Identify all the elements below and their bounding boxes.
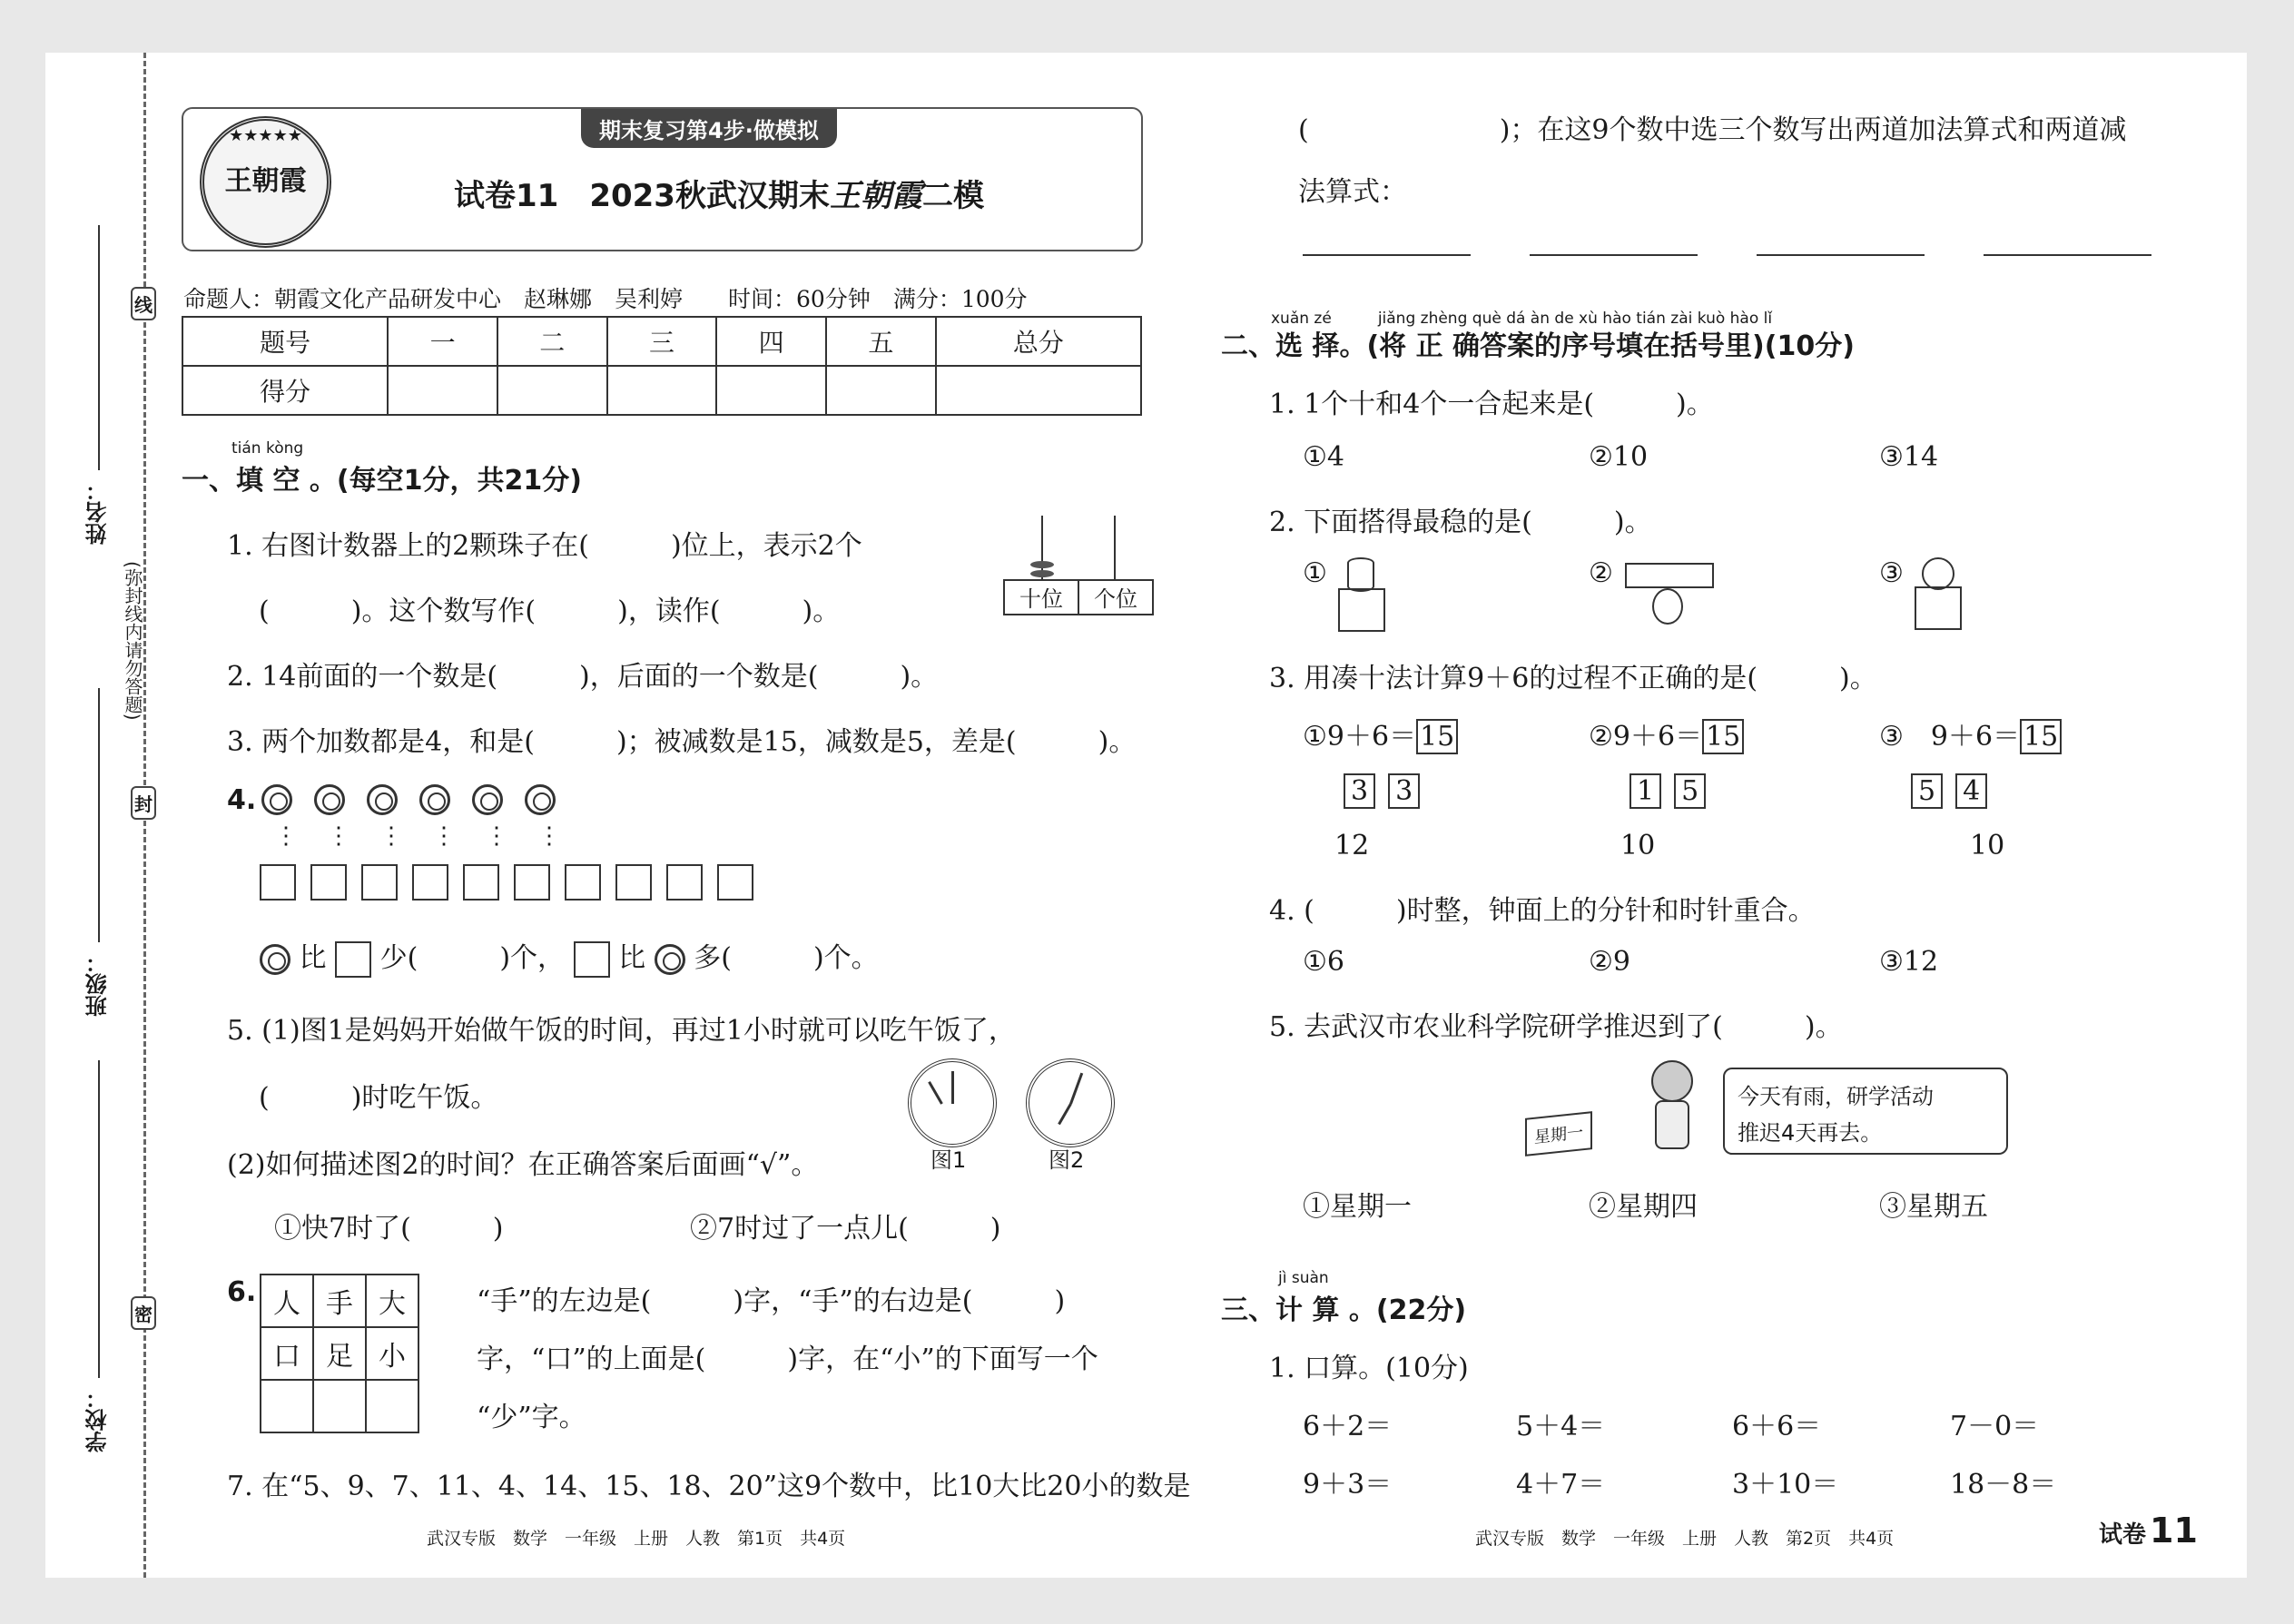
q1-line1: 1. 右图计数器上的2颗珠子在( )位上，表示2个 (227, 530, 862, 562)
q4-text-b: 少( )个， (379, 942, 566, 974)
double-circle-icon (367, 784, 398, 815)
r4-question: 4. ( )时整，钟面上的分针和时针重合。 (1269, 895, 1816, 927)
r3-split1 (1344, 775, 1420, 807)
cylinder-shape (1652, 588, 1683, 625)
square-box (361, 864, 398, 901)
q6-line2: 字，“口”的上面是( )字，在“小”的下面写一个 (477, 1343, 1098, 1375)
clock-1 (908, 1058, 997, 1147)
r2-opt1: ① (1303, 557, 1327, 589)
r5-opt3: ③星期五 (1879, 1191, 1988, 1223)
split-box: 3 (1388, 773, 1420, 809)
split-box: 3 (1344, 773, 1375, 809)
r3-split3 (1911, 775, 1987, 807)
grid-cell: 大 (366, 1275, 418, 1327)
r4-opt3: ③12 (1879, 946, 1939, 978)
score-table-header (182, 317, 1141, 366)
exam-page (45, 53, 2247, 1578)
dots: ⋮ (327, 822, 350, 850)
r3-opt3 (1879, 714, 2062, 753)
q1-line2: ( )。这个数写作( )，读作( )。 (259, 595, 841, 627)
q4-text-a: 比 (299, 942, 327, 974)
page-tag-label: 试卷 (2099, 1521, 2147, 1549)
score-th: 题号 (182, 317, 388, 366)
ball-shape (1922, 557, 1954, 590)
q3: 3. 两个加数都是4，和是( )；被减数是15，减数是5，差是( )。 (227, 726, 1137, 758)
double-circle-icon (525, 784, 556, 815)
split-box: 5 (1911, 773, 1943, 809)
abacus-bead (1030, 570, 1054, 577)
cylinder-shape (1347, 557, 1374, 592)
double-circle-icon (655, 944, 685, 975)
square-box (335, 941, 371, 978)
score-table (182, 316, 1142, 416)
grid-cell: 人 (261, 1275, 313, 1327)
double-circle-icon (260, 944, 290, 975)
r3-question: 3. 用凑十法计算9＋6的过程不正确的是( )。 (1269, 663, 1877, 694)
abacus (1003, 516, 1153, 615)
dots: ⋮ (274, 822, 298, 850)
dots: ⋮ (485, 822, 508, 850)
score-th: 三 (607, 317, 717, 366)
r4-opt2: ②9 (1589, 946, 1630, 978)
grid-cell[interactable] (366, 1380, 418, 1432)
abacus-base-tens: 十位 (1003, 579, 1079, 615)
option-mark: ③ (1879, 721, 1904, 753)
q5-line1: 5. (1)图1是妈妈开始做午饭的时间，再过1小时就可以吃午饭了， (227, 1015, 1016, 1047)
q6-line3: “少”字。 (477, 1402, 586, 1433)
answer-box: 15 (2020, 719, 2062, 754)
double-circle-icon (472, 784, 503, 815)
class-label: 班级： (85, 951, 111, 1017)
mark-feng: 封 (131, 786, 156, 820)
q6-line1: “手”的左边是( )字，“手”的右边是( ) (477, 1285, 1066, 1317)
class-field[interactable] (98, 688, 100, 942)
exam-meta: 命题人：朝霞文化产品研发中心 赵琳娜 吴利婷 时间：60分钟 满分：100分 (183, 286, 1028, 312)
page-tag (2099, 1511, 2198, 1550)
answer-line[interactable] (1530, 254, 1698, 256)
option-mark: ② (1589, 721, 1613, 753)
name-field[interactable] (98, 225, 100, 470)
mark-mi: 密 (131, 1296, 156, 1330)
r3-sum2: 10 (1620, 830, 1656, 861)
q5-option-b: ②7时过了一点儿( ) (690, 1213, 1001, 1245)
name-label: 姓名： (85, 479, 111, 545)
oral-calc: 5＋4＝ (1516, 1411, 1606, 1442)
oral-calc: 4＋7＝ (1516, 1469, 1606, 1501)
oral-calc: 7－0＝ (1950, 1411, 2040, 1442)
score-th: 五 (826, 317, 936, 366)
split-box: 4 (1955, 773, 1987, 809)
bubble-line1: 今天有雨，研学活动 (1738, 1084, 1934, 1109)
score-th: 总分 (936, 317, 1141, 366)
grid-cell: 足 (313, 1327, 366, 1380)
r2-opt3: ③ (1879, 557, 1904, 589)
sec1-title: 一、填 空 。(每空1分，共21分) (182, 465, 582, 497)
score-cell[interactable] (388, 366, 497, 415)
exam-title-end: 二模 (921, 178, 984, 214)
answer-line[interactable] (1303, 254, 1471, 256)
answer-box: 15 (1702, 719, 1744, 754)
r5-opt2: ②星期四 (1589, 1191, 1698, 1223)
plank-shape (1625, 563, 1714, 588)
r1-question: 1. 1个十和4个一合起来是( )。 (1269, 389, 1714, 420)
square-box (615, 864, 652, 901)
q7: 7. 在“5、9、7、11、4、14、15、18、20”这9个数中，比10大比20小的数是 (227, 1471, 1191, 1502)
oral-calc: 18－8＝ (1950, 1469, 2057, 1501)
square-box (310, 864, 347, 901)
sec3-pinyin: jì suàn (1278, 1269, 1329, 1287)
clock-hand (951, 1071, 954, 1104)
double-circle-icon (261, 784, 292, 815)
score-th: 二 (497, 317, 607, 366)
q5-option-a: ①快7时了( ) (274, 1213, 504, 1245)
grid-cell: 口 (261, 1327, 313, 1380)
square-box (666, 864, 703, 901)
girl-head (1651, 1060, 1693, 1102)
q4-line3 (260, 935, 879, 978)
score-cell[interactable] (607, 366, 717, 415)
r2-opt2: ② (1589, 557, 1613, 589)
q2: 2. 14前面的一个数是( )，后面的一个数是( )。 (227, 661, 939, 693)
double-circle-icon (419, 784, 450, 815)
square-box (412, 864, 448, 901)
abacus-base-ones: 个位 (1078, 579, 1154, 615)
clock-2 (1026, 1058, 1115, 1147)
abacus-bead (1030, 561, 1054, 568)
square-box (565, 864, 601, 901)
cube-shape (1915, 586, 1962, 630)
exam-title-brand: 王朝霞 (829, 178, 922, 214)
dots: ⋮ (379, 822, 403, 850)
speech-bubble (1723, 1068, 2008, 1155)
clock-2-caption: 图2 (1049, 1147, 1085, 1173)
exam-title (454, 171, 984, 215)
square-box (514, 864, 550, 901)
score-cell[interactable] (826, 366, 936, 415)
score-row-label: 得分 (182, 366, 388, 415)
option-mark: ① (1303, 721, 1327, 753)
clock-hand (1069, 1073, 1083, 1105)
r1-opt2: ②10 (1589, 441, 1649, 473)
answer-box: 15 (1416, 719, 1458, 754)
banner: 期末复习第4步·做模拟 (581, 109, 837, 148)
r3-opt1 (1303, 714, 1458, 753)
r1-opt3: ③14 (1879, 441, 1939, 473)
exam-title-main: 试卷11 2023秋武汉期末 (454, 178, 830, 214)
r3-sum3: 10 (1970, 830, 2005, 861)
square-box (260, 864, 296, 901)
q7-cont-line1: ( )；在这9个数中选三个数写出两道加法算式和两道减 (1298, 114, 2127, 146)
grid-cell: 手 (313, 1275, 366, 1327)
square-box (574, 941, 610, 978)
grid-cell[interactable] (261, 1380, 313, 1432)
r5-opt1: ①星期一 (1303, 1191, 1412, 1223)
q4-text-c: 比 (618, 942, 646, 974)
oral-calc: 6＋2＝ (1303, 1411, 1393, 1442)
q4-dots (274, 822, 590, 850)
q4-squares (260, 864, 753, 901)
oral-calc: 3＋10＝ (1732, 1469, 1839, 1501)
q5-line2: ( )时吃午饭。 (259, 1082, 498, 1114)
desk-calendar: 星期一 (1525, 1111, 1592, 1156)
oral-calc: 9＋3＝ (1303, 1469, 1393, 1501)
split-box: 5 (1674, 773, 1706, 809)
logo-stars: ★★★★★ (229, 126, 302, 145)
equation: 9＋6＝ (1930, 721, 2021, 753)
school-label: 学校： (85, 1387, 111, 1452)
clock-hand (1058, 1103, 1072, 1125)
girl-body (1655, 1100, 1689, 1149)
r3-split2 (1629, 775, 1706, 807)
page-tag-number: 11 (2150, 1511, 2198, 1550)
footer-left: 武汉专版 数学 一年级 上册 人教 第1页 共4页 (427, 1529, 846, 1549)
footer-right: 武汉专版 数学 一年级 上册 人教 第2页 共4页 (1475, 1529, 1895, 1549)
character-grid (260, 1274, 419, 1433)
plank-on-cylinder-shape (1625, 557, 1716, 630)
bubble-line2: 推迟4天再去。 (1738, 1120, 1883, 1146)
score-cell[interactable] (936, 366, 1141, 415)
brand-logo (200, 116, 331, 248)
answer-line[interactable] (1984, 254, 2151, 256)
q4-number: 4. (227, 784, 257, 816)
r2-question: 2. 下面搭得最稳的是( )。 (1269, 507, 1652, 538)
girl-illustration (1639, 1060, 1702, 1151)
sec1-pinyin: tián kòng (231, 439, 304, 458)
sec2-title: 二、选 择。(将 正 确答案的序号填在括号里)(10分) (1221, 330, 1855, 362)
clock-1-caption: 图1 (930, 1147, 967, 1173)
cylinder-on-cube-shape (1334, 557, 1389, 630)
clock-hand (928, 1081, 943, 1105)
equation: 9＋6＝ (1612, 721, 1703, 753)
sec3-title: 三、计 算 。(22分) (1221, 1294, 1467, 1326)
q4-text-d: 多( )个。 (694, 942, 879, 974)
logo-text: 王朝霞 (224, 165, 307, 197)
square-box (717, 864, 753, 901)
r3-opt2 (1589, 714, 1744, 753)
score-cell[interactable] (497, 366, 607, 415)
q4-circles (261, 784, 556, 815)
score-table-row (182, 366, 1141, 415)
score-th: 四 (716, 317, 826, 366)
answer-line[interactable] (1757, 254, 1925, 256)
mark-xian: 线 (131, 287, 156, 320)
dots: ⋮ (537, 822, 561, 850)
q7-cont-line2: 法算式： (1298, 176, 1407, 208)
square-box (463, 864, 499, 901)
r4-opt1: ①6 (1303, 946, 1344, 978)
q6-number: 6. (227, 1276, 257, 1308)
r5-question: 5. 去武汉市农业科学院研学推迟到了( )。 (1269, 1011, 1843, 1043)
split-box: 1 (1629, 773, 1661, 809)
r3-sum1: 12 (1334, 830, 1370, 861)
q5-line3: (2)如何描述图2的时间？在正确答案后面画“√”。 (227, 1149, 819, 1181)
dots: ⋮ (432, 822, 456, 850)
r1-opt1: ①4 (1303, 441, 1344, 473)
equation: 9＋6＝ (1326, 721, 1417, 753)
school-field[interactable] (98, 1060, 100, 1378)
double-circle-icon (314, 784, 345, 815)
score-cell[interactable] (716, 366, 826, 415)
sec2-pinyin: xuǎn zé jiǎng zhèng què dá àn de xù hào tián zài kuò hào lǐ (1271, 310, 1773, 328)
ball-on-cube-shape (1911, 557, 1965, 630)
r6-question: 1. 口算。(10分) (1269, 1353, 1469, 1384)
no-answer-notice: (弥封线内请勿答题) (122, 561, 143, 721)
score-th: 一 (388, 317, 497, 366)
abacus-rod (1114, 516, 1116, 579)
grid-cell: 小 (366, 1327, 418, 1380)
grid-cell[interactable] (313, 1380, 366, 1432)
oral-calc: 6＋6＝ (1732, 1411, 1822, 1442)
cube-shape (1338, 588, 1385, 632)
